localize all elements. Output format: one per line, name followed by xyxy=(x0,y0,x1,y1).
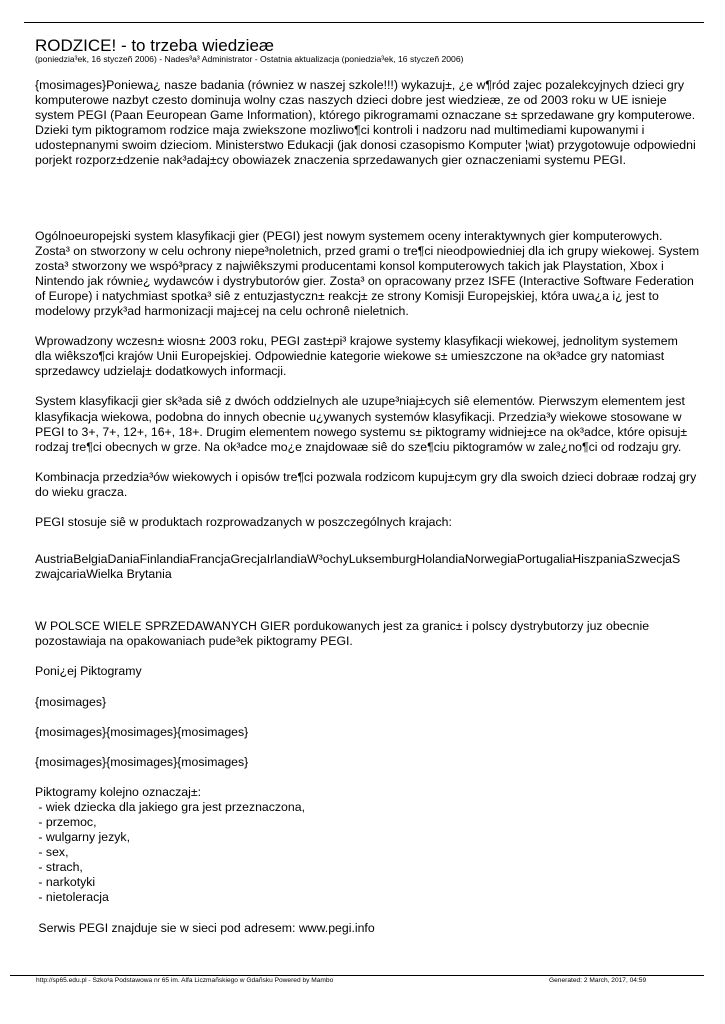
list-item: - sex, xyxy=(35,845,69,860)
paragraph-service: Serwis PEGI znajduje sie w sieci pod adresem: www.pegi.info xyxy=(35,920,375,935)
mosimages-row-3: {mosimages}{mosimages}{mosimages} xyxy=(35,754,249,769)
list-item: - narkotyki xyxy=(35,875,96,890)
mosimages-row-1: {mosimages} xyxy=(35,694,107,709)
mosimages-row-2: {mosimages}{mosimages}{mosimages} xyxy=(35,724,249,739)
footer-site-info: http://sp65.edu.pl - Szko³a Podstawowa nr 65 im. Alfa Liczmañskiego w Gdañsku Powered by Mambo xyxy=(36,977,334,984)
article-title: RODZICE! - to trzeba wiedzieæ xyxy=(35,36,275,55)
paragraph-introduced: Wprowadzony wczesn± wiosn± 2003 roku, PEGI zast±pi³ krajowe systemy klasyfikacji wiekowej, jednolitym systemem dla wiêkszo¶ci krajów Unii Europejskiej. Odpowiednie kategorie wiekowe s± umieszczone na ok³adce gry natomiast sprzedawcy udzielaj± dodatkowych informacji. xyxy=(35,334,678,379)
top-divider xyxy=(24,22,704,23)
paragraph-system: Ogólnoeuropejski system klasyfikacji gier (PEGI) jest nowym systemem oceny interaktywnych gier komputerowych. Zosta³ on stworzony w celu ochrony niepe³noletnich, przed grami o tre¶ci nieodpowiedniej dla ich grupy wiekowej. System zosta³ stworzony we wspó³pracy z najwiêkszymi producentami konsol komputerowych takich jak Playstation, Xbox i Nintendo jak równie¿ wydawców i dystrybutorów gier. Zosta³ on opracowany przez ISFE (Interactive Software Federation of Europe) i natychmiast spotka³ siê z entuzjastyczn± reakcj± ze strony Komisji Europejskiej, która uwa¿a i¿ jest to modelowy przyk³ad harmonizacji maj±cej na celu ochronê nieletnich. xyxy=(35,228,700,319)
article-meta: (poniedzia³ek, 16 styczeñ 2006) - Nades³a³ Administrator - Ostatnia aktualizacja (poniedzia³ek, 16 styczeñ 2006) xyxy=(35,54,464,64)
list-intro: Piktogramy kolejno oznaczaj±: xyxy=(35,784,202,799)
paragraph-elements: System klasyfikacji gier sk³ada siê z dwóch oddzielnych ale uzupe³niaj±cych siê elementów. Pierwszym elementem jest klasyfikacja wiekowa, podobna do innych obecnie u¿ywanych systemów klasyfikacji. Przedzia³y wiekowe stosowane w PEGI to 3+, 7+, 12+, 16+, 18+. Drugim elementem nowego systemu s± piktogramy widniej±ce na ok³adce, które opisuj± rodzaj tre¶ci obecnych w grze. Na ok³adce mo¿e znajdowaæ siê do sze¶ciu piktogramów w zale¿no¶ci od rodzaju gry. xyxy=(35,394,688,454)
paragraph-countries-intro: PEGI stosuje siê w produktach rozprowadzanych w poszczególnych krajach: xyxy=(35,514,452,529)
list-item: - strach, xyxy=(35,860,83,875)
list-item: - nietoleracja xyxy=(35,890,109,905)
list-item: - wulgarny jezyk, xyxy=(35,830,130,845)
footer-generated: Generated: 2 March, 2017, 04:59 xyxy=(549,977,647,984)
paragraph-below: Poni¿ej Piktogramy xyxy=(35,664,142,679)
article-body xyxy=(35,78,715,936)
bottom-divider xyxy=(10,975,704,976)
paragraph-poland: W POLSCE WIELE SPRZEDAWANYCH GIER pordukowanych jest za granic± i polscy dystrybutorzy juz obecnie pozostawiaja na opakowaniach pude³ek piktogramy PEGI. xyxy=(35,619,650,649)
list-item: - wiek dziecka dla jakiego gra jest przeznaczona, xyxy=(35,799,305,814)
pictogram-list xyxy=(35,800,715,906)
paragraph-countries: AustriaBelgiaDaniaFinlandiaFrancjaGrecjaIrlandiaW³ochyLuksemburgHolandiaNorwegiaPortugaliaHiszpaniaSzwecjaSzwajcariaWielka Brytania xyxy=(35,552,681,582)
paragraph-intro: {mosimages}Poniewa¿ nasze badania (równiez w naszej szkole!!!) wykazuj±, ¿e w¶ród zajec pozalekcyjnych dzieci gry komputerowe nazbyt czesto dominuja wolny czas naszych dzieci dobre jest wiedzieæ, ze od 2003 roku w UE isnieje system PEGI (Paan Eeuropean Game Information), którego pikrogramami oznaczane s± sprzedawane gry komputerowe. Dzieki tym piktogramom rodzice maja zwiekszone mozliwo¶ci kontroli i nadzoru nad multimediami kupowanymi i udostepnanymi swoim dzieciom. Ministerstwo Edukacji (jak donosi czasopismo Komputer ¦wiat) przygotowuje odpowiedni porjekt rozporz±dzenie nak³adaj±cy obowiazek znaczenia sprzedawanych gier oznaczeniami systemu PEGI. xyxy=(35,78,696,168)
list-item: - przemoc, xyxy=(35,815,97,829)
paragraph-combination: Kombinacja przedzia³ów wiekowych i opisów tre¶ci pozwala rodzicom kupuj±cym gry dla swoich dzieci dobraæ rodzaj gry do wieku gracza. xyxy=(35,469,697,499)
